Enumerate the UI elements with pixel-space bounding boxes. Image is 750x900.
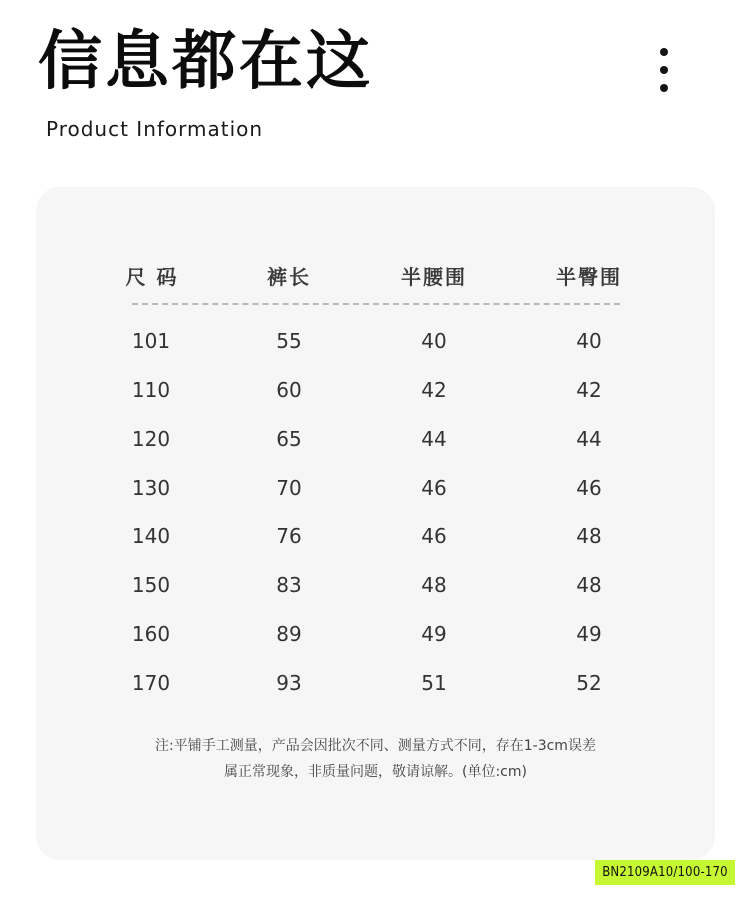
cell-pants-length: 55 xyxy=(276,329,302,353)
table-row xyxy=(0,375,750,405)
more-dot xyxy=(660,48,668,56)
cell-half-hip: 49 xyxy=(576,622,602,646)
cell-pants-length: 60 xyxy=(276,378,302,402)
cell-half-waist: 40 xyxy=(421,329,447,353)
more-dot xyxy=(660,66,668,74)
cell-half-waist: 51 xyxy=(421,671,447,695)
more-vertical-icon[interactable] xyxy=(652,48,676,92)
cell-pants-length: 70 xyxy=(276,476,302,500)
column-header-half-waist: 半腰围 xyxy=(401,265,467,289)
cell-size: 150 xyxy=(131,573,171,597)
cell-half-hip: 48 xyxy=(576,573,602,597)
product-code-badge: BN2109A10/100-170 xyxy=(595,860,735,885)
table-row xyxy=(0,521,750,551)
cell-pants-length: 65 xyxy=(276,427,302,451)
table-row xyxy=(0,424,750,454)
cell-half-hip: 42 xyxy=(576,378,602,402)
cell-half-hip: 48 xyxy=(576,524,602,548)
table-row xyxy=(0,473,750,503)
table-header xyxy=(0,262,750,292)
cell-half-waist: 46 xyxy=(421,476,447,500)
cell-size: 120 xyxy=(131,427,171,451)
header-divider xyxy=(132,303,620,305)
cell-size: 110 xyxy=(131,378,171,402)
cell-half-waist: 44 xyxy=(421,427,447,451)
page-title: 信息都在这 xyxy=(38,25,373,99)
cell-half-waist: 46 xyxy=(421,524,447,548)
column-header-size: 尺 码 xyxy=(125,265,179,289)
cell-size: 170 xyxy=(131,671,171,695)
cell-half-hip: 44 xyxy=(576,427,602,451)
cell-pants-length: 93 xyxy=(276,671,302,695)
page-subtitle: Product Information xyxy=(46,117,264,141)
measurement-note-line-2: 属正常现象，非质量问题，敬请谅解。(单位:cm) xyxy=(224,764,527,780)
table-row xyxy=(0,570,750,600)
cell-size: 101 xyxy=(131,329,171,353)
cell-pants-length: 76 xyxy=(276,524,302,548)
table-row xyxy=(0,326,750,356)
measurement-note-line-1: 注:平铺手工测量，产品会因批次不同、测量方式不同，存在1-3cm误差 xyxy=(155,738,596,754)
cell-half-hip: 52 xyxy=(576,671,602,695)
column-header-half-hip: 半臀围 xyxy=(556,265,622,289)
table-row xyxy=(0,619,750,649)
cell-half-waist: 49 xyxy=(421,622,447,646)
cell-size: 140 xyxy=(131,524,171,548)
cell-size: 130 xyxy=(131,476,171,500)
cell-size: 160 xyxy=(131,622,171,646)
more-dot xyxy=(660,84,668,92)
table-row xyxy=(0,668,750,698)
cell-half-hip: 46 xyxy=(576,476,602,500)
cell-half-waist: 48 xyxy=(421,573,447,597)
cell-half-hip: 40 xyxy=(576,329,602,353)
column-header-pants-length: 裤长 xyxy=(267,265,311,289)
cell-half-waist: 42 xyxy=(421,378,447,402)
cell-pants-length: 83 xyxy=(276,573,302,597)
cell-pants-length: 89 xyxy=(276,622,302,646)
